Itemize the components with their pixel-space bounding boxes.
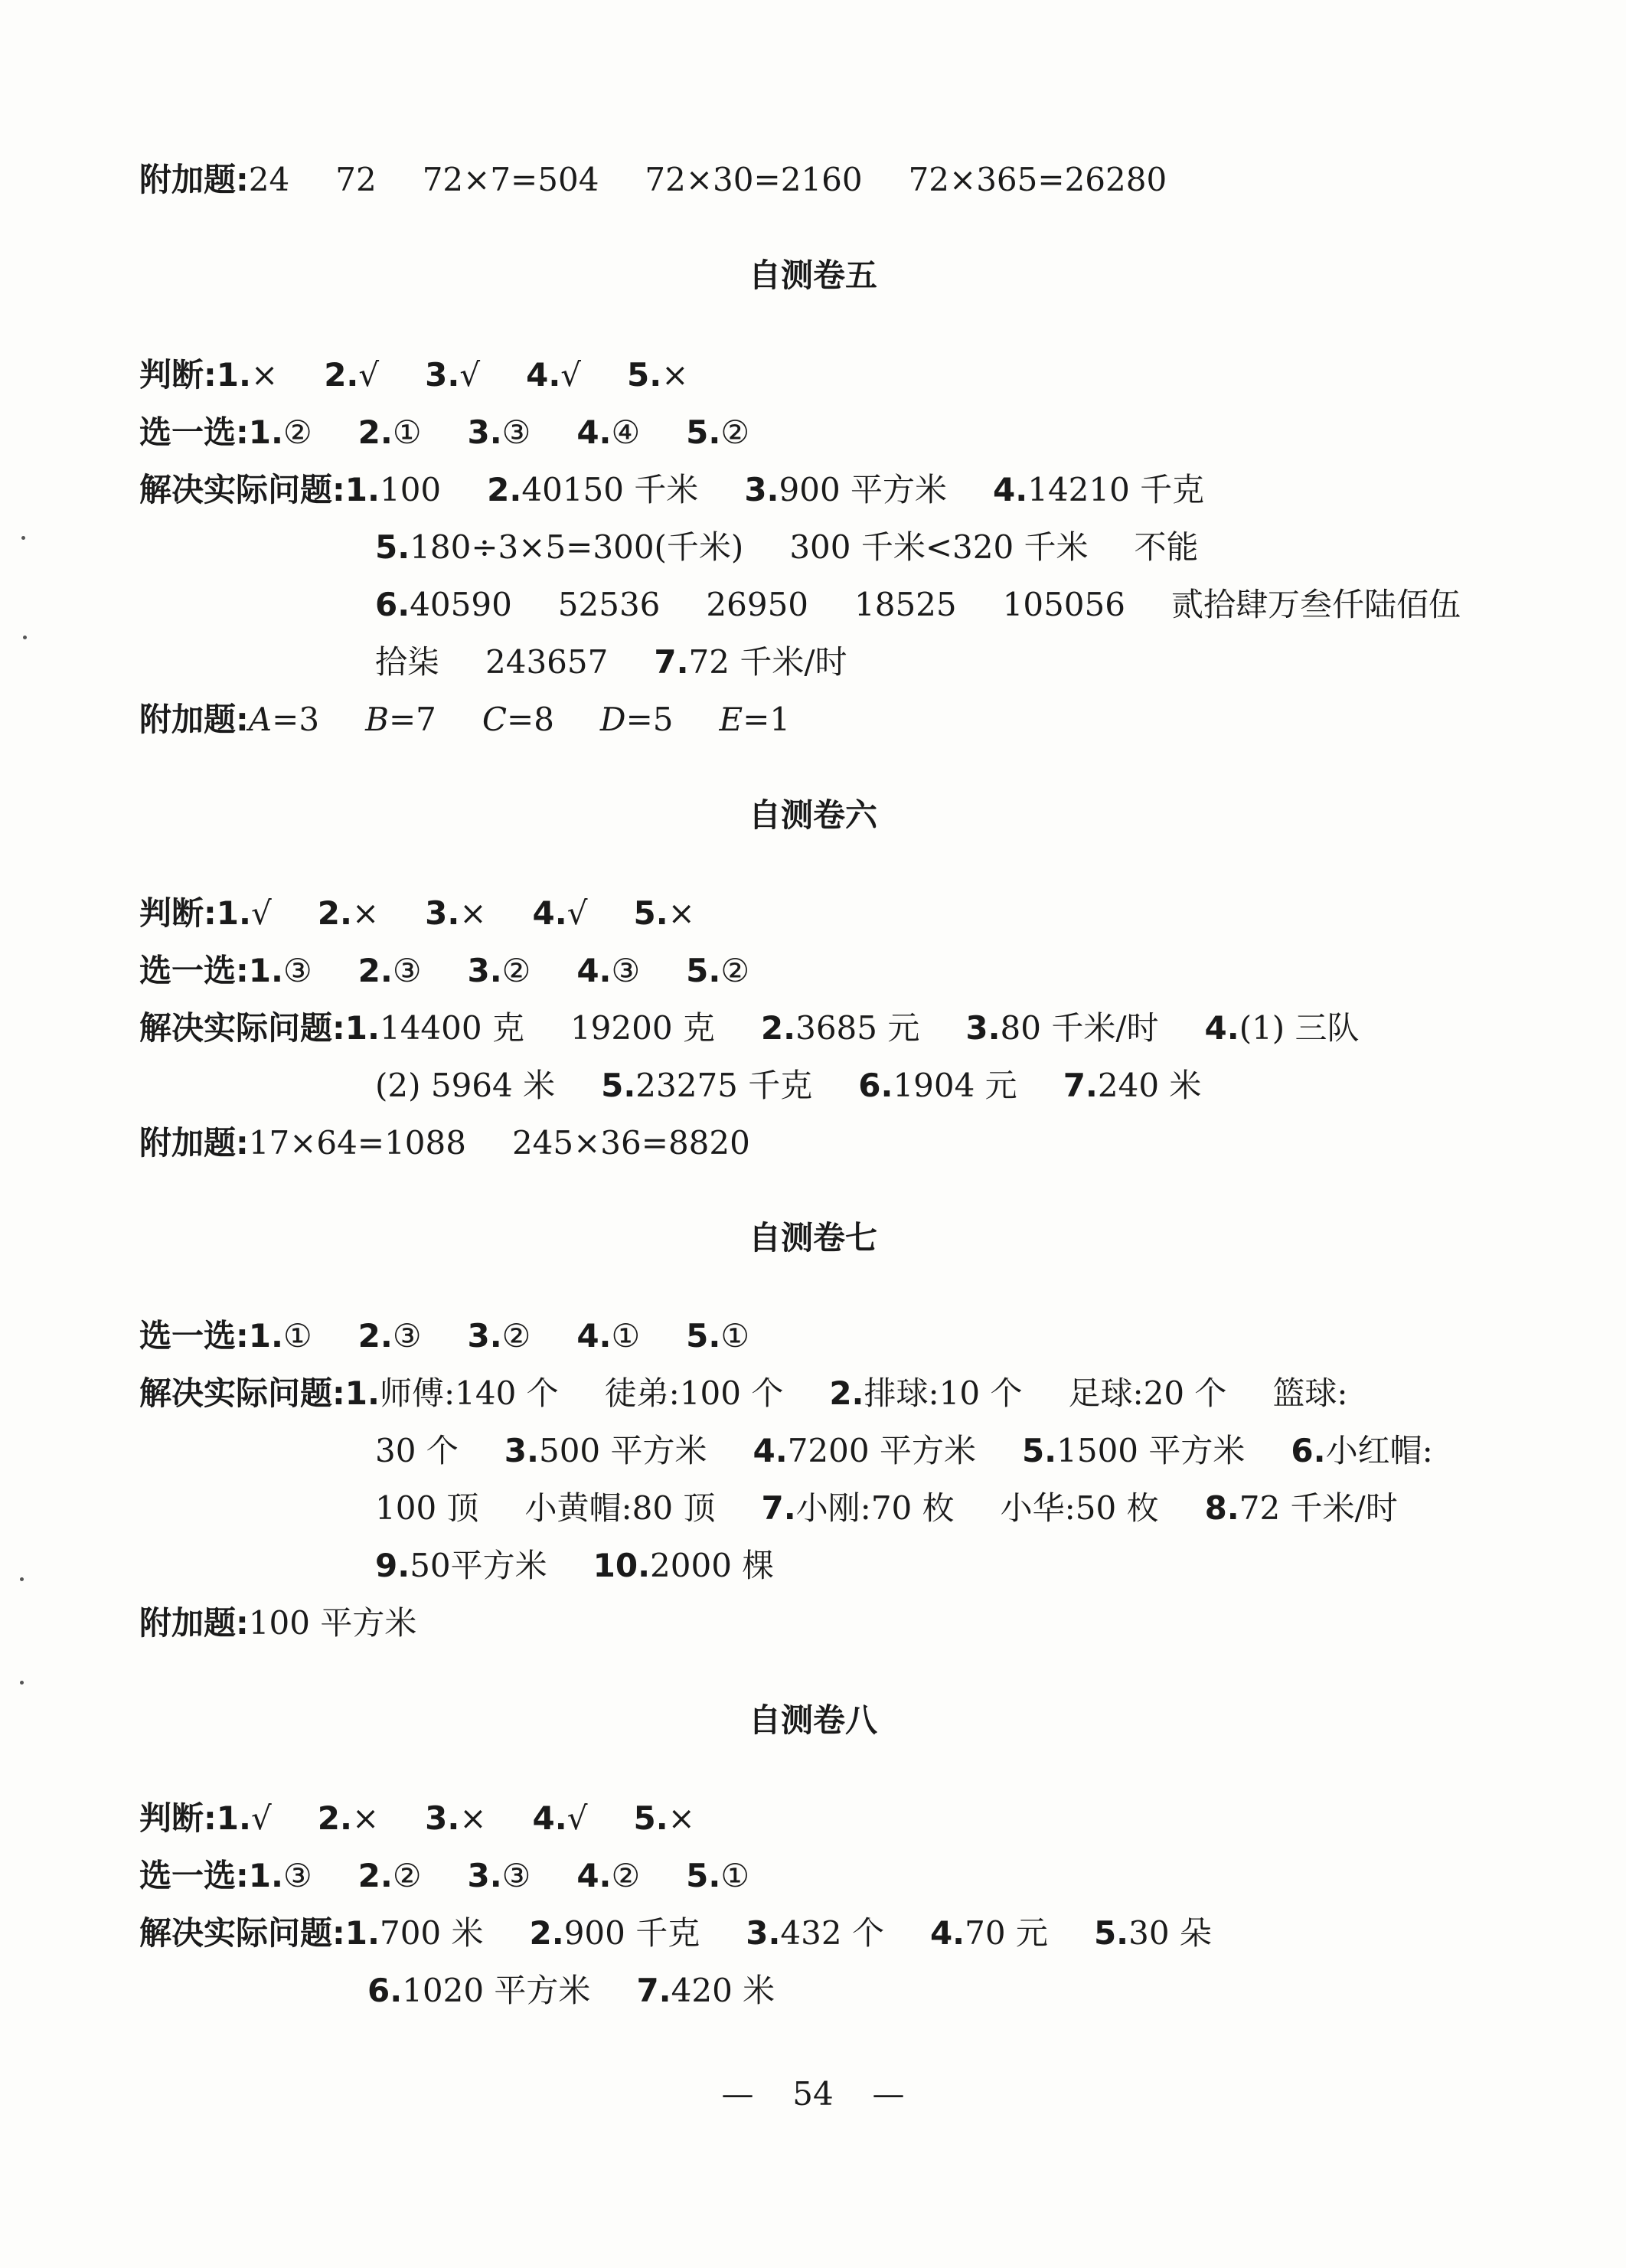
judge-line-6: 判断:1.√ 2.× 3.× 4.√ 5.×	[139, 894, 695, 932]
extra-line-6: 附加题:17×64=1088 245×36=8820	[139, 1124, 750, 1162]
solve-line-5-3: 6.40590 52536 26950 18525 105056 贰拾肆万叁仟陆佰伍	[375, 586, 1461, 623]
solve-line-7-3: 100 顶 小黄帽:80 顶 7.小刚:70 枚 小华:50 枚 8.72 千米/时	[375, 1489, 1398, 1527]
choose-line-5: 选一选:1.② 2.① 3.③ 4.④ 5.②	[139, 413, 750, 451]
section-title-5: 自测卷五	[748, 257, 877, 294]
extra-line-7: 附加题:100 平方米	[139, 1604, 417, 1642]
judge-line-5: 判断:1.× 2.√ 3.√ 4.√ 5.×	[139, 356, 689, 394]
solve-line-7-4: 9.50平方米 10.2000 棵	[375, 1547, 775, 1584]
choose-line-8: 选一选:1.③ 2.② 3.③ 4.② 5.①	[139, 1857, 750, 1894]
top-extra-line: 附加题:24 72 72×7=504 72×30=2160 72×365=26280	[139, 161, 1167, 198]
dash-right: —	[872, 2075, 905, 2113]
page-number: — 54 —	[721, 2075, 905, 2113]
solve-line-8-2: 6.1020 平方米 7.420 米	[367, 1972, 775, 2009]
solve-line-7-1: 解决实际问题:1.师傅:140 个 徒弟:100 个 2.排球:10 个 足球:20 个 篮球:	[139, 1374, 1348, 1412]
solve-line-6-2: (2) 5964 米 5.23275 千克 6.1904 元 7.240 米	[375, 1067, 1202, 1104]
solve-line-5-4: 拾柒 243657 7.72 千米/时	[375, 643, 847, 681]
section-title-8: 自测卷八	[748, 1701, 877, 1739]
solve-line-5-2: 5.180÷3×5=300(千米) 300 千米<320 千米 不能	[375, 528, 1199, 566]
scan-speck	[23, 636, 27, 639]
section-title-7: 自测卷七	[748, 1219, 877, 1257]
section-title-6: 自测卷六	[748, 796, 877, 834]
dash-left: —	[721, 2075, 754, 2113]
solve-line-6-1: 解决实际问题:1.14400 克 19200 克 2.3685 元 3.80 千米/时 4.(1) 三队	[139, 1009, 1360, 1047]
solve-line-7-2: 30 个 3.500 平方米 4.7200 平方米 5.1500 平方米 6.小红帽:	[375, 1432, 1433, 1469]
choose-line-7: 选一选:1.① 2.③ 3.② 4.① 5.①	[139, 1317, 750, 1355]
solve-line-5-1: 解决实际问题:1.100 2.40150 千米 3.900 平方米 4.14210 千克	[139, 471, 1205, 508]
extra-line-5: 附加题:A=3 B=7 C=8 D=5 E=1	[139, 701, 791, 738]
choose-line-6: 选一选:1.③ 2.③ 3.② 4.③ 5.②	[139, 952, 750, 989]
scan-speck	[21, 536, 25, 540]
judge-line-8: 判断:1.√ 2.× 3.× 4.√ 5.×	[139, 1799, 695, 1837]
solve-line-8-1: 解决实际问题:1.700 米 2.900 千克 3.432 个 4.70 元 5.30 朵	[139, 1914, 1212, 1952]
scan-speck	[20, 1577, 24, 1581]
scan-speck	[20, 1681, 24, 1685]
